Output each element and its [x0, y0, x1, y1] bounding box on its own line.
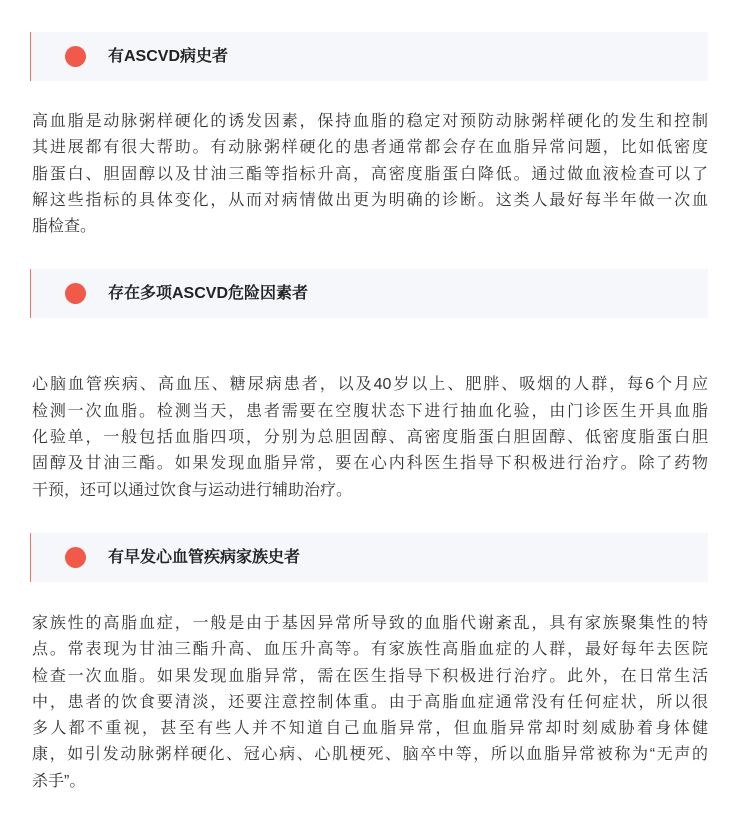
section-title: 有早发心血管疾病家族史者	[108, 548, 301, 566]
paragraph-line: 多人都不重视，甚至有些人并不知道自己血脂异常，但血脂异常却时刻威胁着身体健	[32, 720, 708, 738]
paragraph-line: 心脑血管疾病、高血压、糖尿病患者，以及40岁以上、肥胖、吸烟的人群，每6个月应	[32, 376, 708, 394]
paragraph-line: 高血脂是动脉粥样硬化的诱发因素，保持血脂的稳定对预防动脉粥样硬化的发生和控制	[32, 113, 708, 130]
bullet-dot-icon	[65, 46, 86, 67]
paragraph-line: 点。常表现为甘油三酯升高、血压升高等。有家族性高脂血症的人群，最好每年去医院	[32, 641, 708, 659]
paragraph-line: 脂蛋白、胆固醇以及甘油三酯等指标升高，高密度脂蛋白降低。通过做血液检查可以了	[32, 165, 708, 183]
paragraph-line: 干预，还可以通过饮食与运动进行辅助治疗。	[32, 481, 353, 499]
paragraph-line: 解这些指标的具体变化，从而对病情做出更为明确的诊断。这类人最好每半年做一次血	[32, 191, 708, 209]
paragraph-line: 化验单，一般包括血脂四项，分别为总胆固醇、高密度脂蛋白胆固醇、低密度脂蛋白胆	[32, 429, 708, 447]
paragraph-line: 固醇及甘油三酯。如果发现血脂异常，要在心内科医生指导下积极进行治疗。除了药物	[32, 455, 708, 473]
paragraph-line: 中，患者的饮食要清淡，还要注意控制体重。由于高脂血症通常没有任何症状，所以很	[32, 693, 708, 711]
paragraph-line: 检查一次血脂。如果发现血脂异常，需在医生指导下积极进行治疗。此外，在日常生活	[32, 667, 708, 685]
section-paragraph	[32, 611, 708, 795]
section-header	[30, 269, 708, 318]
section-title: 存在多项ASCVD危险因素者	[108, 285, 309, 303]
paragraph-line: 检测一次血脂。检测当天，患者需要在空腹状态下进行抽血化验，由门诊医生开具血脂	[32, 402, 708, 420]
paragraph-line: 家族性的高脂血症，一般是由于基因异常所导致的血脂代谢紊乱，具有家族聚集性的特	[32, 614, 708, 632]
section-header	[30, 533, 708, 582]
paragraph-line: 杀手”。	[32, 772, 86, 790]
bullet-dot-icon	[65, 283, 86, 304]
section-paragraph	[32, 109, 708, 240]
section-title: 有ASCVD病史者	[108, 48, 229, 65]
section-header	[30, 32, 708, 81]
paragraph-line: 其进展都有很大帮助。有动脉粥样硬化的患者通常都会存在血脂异常问题，比如低密度	[32, 139, 708, 157]
paragraph-line: 脂检查。	[32, 218, 97, 236]
section-paragraph	[32, 372, 708, 503]
bullet-dot-icon	[65, 547, 86, 568]
paragraph-line: 康，如引发动脉粥样硬化、冠心病、心肌梗死、脑卒中等，所以血脂异常被称为“无声的	[32, 746, 708, 764]
